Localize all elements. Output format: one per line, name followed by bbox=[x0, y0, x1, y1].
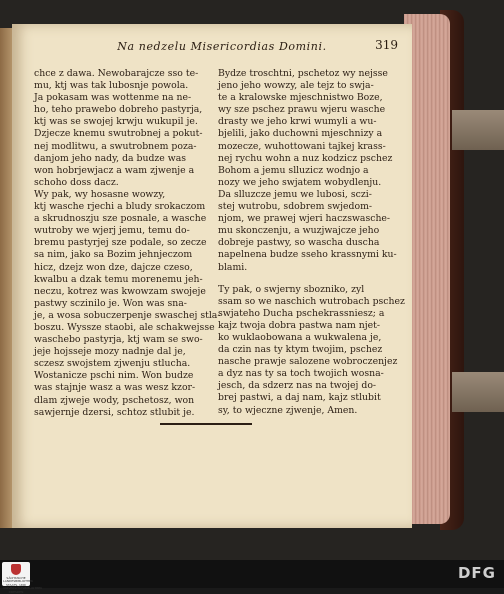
viewer-footer bbox=[0, 560, 504, 588]
text-line: won hobrjewjacz a wam zjwenje a bbox=[34, 164, 195, 176]
text-line: jesch, da sdzerz nas na twojej do- bbox=[218, 380, 377, 392]
text-line: sy, to wjeczne zjwenje, Amen. bbox=[218, 404, 358, 416]
text-line: stej wutrobu, sdobrem swjedom- bbox=[218, 201, 373, 213]
page-number: 319 bbox=[375, 38, 398, 52]
text-line: nasche prawje salozene wobroczenjez bbox=[218, 356, 398, 368]
text-line: Da slluzcze jemu we lubosi, sczi- bbox=[218, 188, 372, 200]
library-logo-text: SÄCHSISCHE LANDESBIBLIOTHEK STAATS- UND UNIVERSITÄTSBIBLIOTHEK DRESDEN bbox=[3, 576, 43, 594]
text-line: waschebo pastyrja, ktj wam se swo- bbox=[34, 334, 203, 346]
text-line: kajz twoja dobra pastwa nam njet- bbox=[218, 319, 381, 331]
text-line: nej modlitwu, a swutrobnem poza- bbox=[34, 140, 197, 152]
text-line: ho, teho prawebo dobreho pastyrja, bbox=[34, 104, 203, 116]
library-logo[interactable] bbox=[2, 562, 43, 594]
right-text-column bbox=[218, 68, 405, 417]
text-line: je, a wosa sobuczerpenje swaschej stla- bbox=[34, 309, 221, 321]
text-line: Ja pokasam was wottenme na ne- bbox=[34, 92, 192, 104]
text-line: nozy we jeho swjatem wobydlenju. bbox=[218, 176, 382, 188]
text-line: wutroby we wjerj jemu, temu do- bbox=[34, 225, 190, 237]
text-line: bjelili, jako duchowni mjeschnizy a bbox=[218, 128, 383, 140]
text-line: jeje hojsseje mozy nadnje dal je, bbox=[34, 346, 186, 358]
text-line: hicz, dzejz won dze, dajcze czeso, bbox=[34, 261, 193, 273]
text-line: da czin nas ty ktym twojim, pschez bbox=[218, 344, 383, 356]
text-line: ktj was se swojej krwju wukupil je. bbox=[34, 116, 198, 128]
text-line: ktj wasche rjechi a bludy srokaczom bbox=[34, 201, 206, 213]
text-line: napelnena budze sseho krassnymi ku- bbox=[218, 249, 397, 261]
book-page bbox=[12, 24, 412, 528]
text-line: mu skonczenju, a wuzjwajcze jeho bbox=[218, 225, 380, 237]
text-line: a dyz nas ty sa toch twojich wosna- bbox=[218, 368, 384, 380]
top-clasp bbox=[452, 110, 504, 150]
text-line: te a kralowske mjeschnistwo Boze, bbox=[218, 92, 383, 104]
text-line: swjateho Ducha pschekrassniesz; a bbox=[218, 307, 385, 319]
text-line: njom, we prawej wjeri haczswasche- bbox=[218, 213, 391, 225]
text-line: brej pastwi, a daj nam, kajz stlubit bbox=[218, 392, 381, 404]
text-line: danjom jeho nady, da budze was bbox=[34, 152, 187, 164]
text-line: bremu pastyrjej sze podale, so zecze bbox=[34, 237, 207, 249]
text-line: chce z dawa. Newobarajcze sso te- bbox=[34, 68, 199, 79]
paragraph-gap bbox=[218, 274, 400, 284]
text-line: Bohom a jemu slluzicz wodnjo a bbox=[218, 164, 369, 176]
text-line: Wy pak, wy hosasne wowzy, bbox=[34, 188, 166, 200]
bottom-clasp bbox=[452, 372, 504, 412]
text-line: neczu, kotrez was kwowzam swojeje bbox=[34, 285, 206, 297]
text-line: kwalbu a dzak temu morenemu jeh- bbox=[34, 273, 203, 285]
text-line: nej rychu wohn a nuz kodzicz pschez bbox=[218, 152, 393, 164]
text-line: was stajnje wasz a was wesz kzor- bbox=[34, 382, 196, 394]
text-line: Ty pak, o swjerny sbozniko, zyl bbox=[218, 283, 365, 295]
text-line: mu, ktj was tak lubosnje powola. bbox=[34, 80, 189, 92]
text-line: sawjernje dzersi, schtoz stlubit je. bbox=[34, 406, 195, 418]
text-line: Dzjecze knemu swutrobnej a pokut- bbox=[34, 128, 203, 140]
text-line: Bydze troschtni, pschetoz wy nejsse bbox=[218, 68, 388, 79]
text-line: wy sze pschez prawu wjeru wasche bbox=[218, 104, 386, 116]
text-line: pastwy sczinilo je. Won was sna- bbox=[34, 297, 187, 309]
text-line: a skrudnoszju sze posnale, a wasche bbox=[34, 213, 207, 225]
shield-icon bbox=[11, 564, 21, 575]
text-line: ko wuklaobowana a wukwalena je, bbox=[218, 331, 382, 343]
text-line: blami. bbox=[218, 261, 248, 273]
text-line: sczesz swojstem zjwenju stlucha. bbox=[34, 358, 191, 370]
text-line: dobreje pastwy, so wascha duscha bbox=[218, 237, 380, 249]
text-line: jeno jeho wowzy, ale tejz to swja- bbox=[218, 80, 374, 92]
end-rule bbox=[160, 423, 252, 425]
text-line: drasty we jeho krwi wumyli a wu- bbox=[218, 116, 377, 128]
text-line: mozecze, wuhottowani tajkej krass- bbox=[218, 140, 386, 152]
text-line: Wostanicze pschi nim. Won budze bbox=[34, 370, 194, 382]
text-line: sa nim, jako sa Bozim jehnjeczom bbox=[34, 249, 193, 261]
text-line: schoho doss dacz. bbox=[34, 176, 119, 188]
running-head: Na nedzelu Misericordias Domini. bbox=[117, 40, 327, 53]
dfg-logo[interactable]: DFG bbox=[457, 564, 496, 582]
text-line: boszu. Wyssze staobi, ale schakwejsse bbox=[34, 321, 215, 333]
text-line: ssam so we naschich wutrobach pschez bbox=[218, 295, 405, 307]
left-text-column bbox=[34, 68, 221, 419]
text-line: dlam zjweje wody, pschetosz, won bbox=[34, 394, 195, 406]
